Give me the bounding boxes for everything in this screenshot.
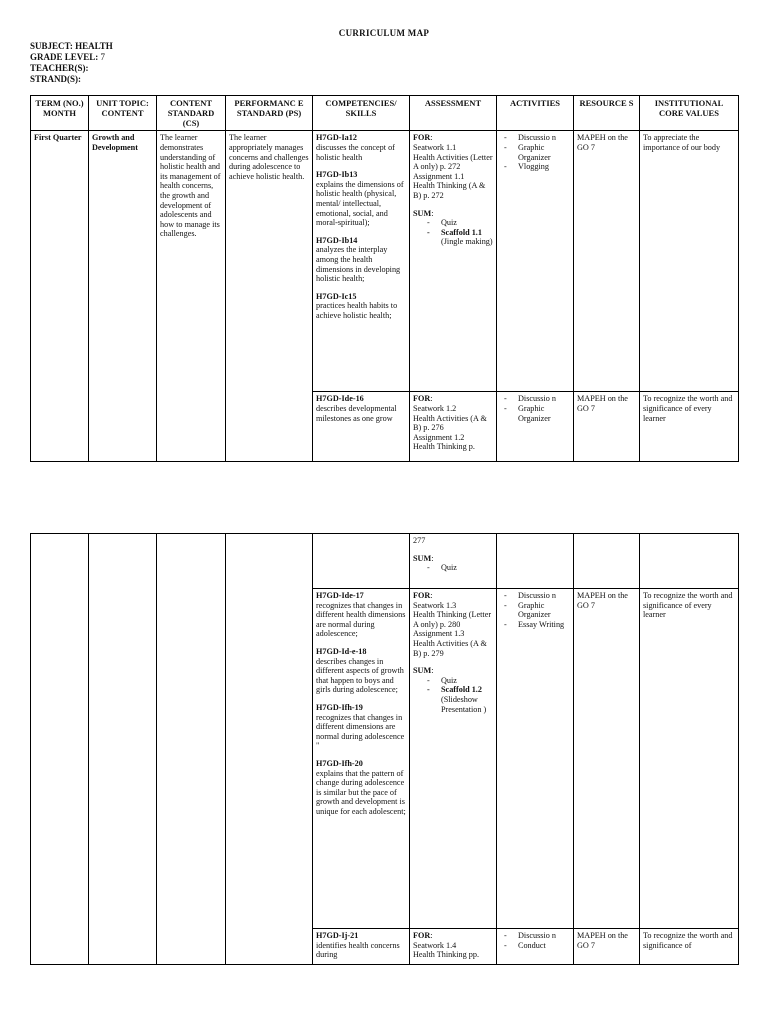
table-row <box>31 131 739 392</box>
activity-item: - Graphic Organizer <box>500 404 570 423</box>
activity-item: - Vlogging <box>500 162 570 172</box>
activities-cell <box>497 392 574 462</box>
competency-text: recognizes that changes in different dimensions are normal during adolescence " <box>316 712 405 751</box>
activity-item: - Graphic Organizer <box>500 143 570 162</box>
assessment-item: Seatwork 1.1 <box>413 142 457 152</box>
activity-item: - Graphic Organizer <box>500 601 570 620</box>
header-activities: ACTIVITIES <box>497 96 574 131</box>
header-core-values: INSTITUTIONAL CORE VALUES <box>640 96 739 131</box>
for-label: FOR <box>413 931 431 940</box>
competencies-cell <box>313 534 410 589</box>
activity-item: - Essay Writing <box>500 620 570 630</box>
competencies-cell <box>313 392 410 462</box>
sum-label: SUM <box>413 553 432 563</box>
competency-text: explains the dimensions of holistic health (physical, mental/ intellectual, emotional, social, and moral-spiritual); <box>316 179 404 228</box>
header-assessment: ASSESSMENT <box>410 96 497 131</box>
assessment-cell: FOR: Seatwork 1.3 Health Thinking (Letter A only) p. 280 Assignment 1.3 Health Activities (A & B) p. 279 SUM: - Quiz - Scaffold 1.2 (Slideshow Presentation ) <box>410 589 497 929</box>
sum-item: - Quiz <box>413 218 493 228</box>
for-label: FOR <box>413 133 431 143</box>
for-label: FOR <box>413 394 431 404</box>
strand-line: STRAND(S): <box>30 74 82 84</box>
content-standard-cell <box>157 534 226 965</box>
activity-item: - Discussio n <box>500 394 570 404</box>
assessment-cell: FOR: Seatwork 1.2 Health Activities (A & B) p. 276 Assignment 1.2 Health Thinking p. <box>410 392 497 462</box>
meta-block <box>30 41 113 85</box>
unit-cell <box>89 534 157 965</box>
assessment-cell: 277 SUM: - Quiz <box>410 534 497 589</box>
assessment-item: Seatwork 1.4 <box>413 940 457 950</box>
header-term: TERM (NO.) MONTH <box>31 96 89 131</box>
term-cell <box>31 534 89 965</box>
activity-item: - Discussio n <box>500 931 570 941</box>
assessment-item: Assignment 1.1 <box>413 171 465 181</box>
activities-cell <box>497 131 574 392</box>
assessment-item: Health Thinking (Letter A only) p. 280 <box>413 610 492 629</box>
assessment-item: 277 <box>413 536 426 545</box>
competency-text: discusses the concept of holistic health <box>316 142 395 162</box>
resources-cell: MAPEH on the GO 7 <box>574 929 640 965</box>
competency-text: describes changes in different aspects of growth that happen to boys and girls during adolescence; <box>316 656 404 695</box>
assessment-item: Health Thinking pp. <box>413 950 480 960</box>
sum-label: SUM <box>413 208 432 218</box>
competency-code: H7GD-Ifh-20 <box>316 758 363 768</box>
assessment-item: Seatwork 1.3 <box>413 600 457 610</box>
for-label: FOR <box>413 591 431 600</box>
competency-code: H7GD-Id-e-18 <box>316 646 367 656</box>
sum-item: - Quiz <box>413 563 493 573</box>
unit-cell: Growth and Development <box>89 131 157 462</box>
assessment-cell: FOR: Seatwork 1.4 Health Thinking pp. <box>410 929 497 965</box>
header-resources: RESOURCE S <box>574 96 640 131</box>
sum-label: SUM <box>413 666 432 676</box>
curriculum-table-page2 <box>30 533 739 965</box>
header-row <box>31 96 739 131</box>
competency-code: H7GD-Ia12 <box>316 133 357 143</box>
activity-item: - Conduct <box>500 941 570 951</box>
performance-standard-cell <box>226 534 313 965</box>
core-values-cell: To recognize the worth and significance of every learner <box>640 392 739 462</box>
competency-code: H7GD-Ide-16 <box>316 394 364 404</box>
competencies-cell <box>313 589 410 929</box>
competency-code: H7GD-Ide-17 <box>316 591 364 600</box>
scaffold-note: (Jingle making) <box>441 237 493 247</box>
header-cs: CONTENT STANDARD (CS) <box>157 96 226 131</box>
grade-line: GRADE LEVEL: 7 <box>30 52 106 62</box>
competency-code: H7GD-Ic15 <box>316 291 357 301</box>
subject-line: SUBJECT: HEALTH <box>30 41 113 51</box>
resources-cell: MAPEH on the GO 7 <box>574 589 640 929</box>
competency-text: recognizes that changes in different health dimensions are normal during adolescence; <box>316 600 406 639</box>
competency-code: H7GD-Ij-21 <box>316 931 359 940</box>
teacher-line: TEACHER(S): <box>30 63 89 73</box>
assessment-item: Assignment 1.2 <box>413 432 465 442</box>
document-title: CURRICULUM MAP <box>338 28 430 38</box>
activities-cell <box>497 929 574 965</box>
core-values-cell: To recognize the worth and significance of every learner <box>640 589 739 929</box>
assessment-item: Seatwork 1.2 <box>413 403 457 413</box>
activities-cell <box>497 589 574 929</box>
term-cell: First Quarter <box>31 131 89 462</box>
competency-code: H7GD-Ifh-19 <box>316 702 363 712</box>
resources-cell: MAPEH on the GO 7 <box>574 392 640 462</box>
activities-cell <box>497 534 574 589</box>
activity-item: - Discussio n <box>500 133 570 143</box>
core-values-cell <box>640 534 739 589</box>
assessment-item: Health Activities (Letter A only) p. 272 <box>413 152 493 172</box>
competency-text: describes developmental milestones as one grow <box>316 403 397 423</box>
scaffold-item: - Scaffold 1.2 <box>413 685 493 695</box>
activity-item: - Discussio n <box>500 591 570 601</box>
competencies-cell <box>313 929 410 965</box>
header-unit: UNIT TOPIC: CONTENT <box>89 96 157 131</box>
competency-text: identifies health concerns during <box>316 940 400 960</box>
resources-cell <box>574 534 640 589</box>
competency-text: practices health habits to achieve holistic health; <box>316 301 398 320</box>
sum-item: - Quiz <box>413 676 493 686</box>
competency-text: analyzes the interplay among the health dimensions in developing holistic health; <box>316 245 401 284</box>
scaffold-note: (Slideshow Presentation ) <box>441 694 487 714</box>
core-values-cell: To recognize the worth and significance of <box>640 929 739 965</box>
competency-code: H7GD-Ib14 <box>316 235 358 245</box>
assessment-item: Health Activities (A & B) p. 279 <box>413 638 487 658</box>
competency-text: explains that the pattern of change during adolescence is similar but the pace of growth and development is unique for each adolescent; <box>316 768 406 816</box>
header-competencies: COMPETENCIES/ SKILLS <box>313 96 410 131</box>
content-standard-cell: The learner demonstrates understanding of holistic health and its management of health concerns, the growth and development of adolescents and how to manage its challenges. <box>157 131 226 462</box>
core-values-cell: To appreciate the importance of our body <box>640 131 739 392</box>
assessment-cell: FOR: Seatwork 1.1 Health Activities (Letter A only) p. 272 Assignment 1.1 Health Thinking (A & B) p. 272 SUM: - Quiz - Scaffold 1.1 (Jingle making) <box>410 131 497 392</box>
scaffold-item: - Scaffold 1.1 <box>413 228 493 238</box>
curriculum-table-page1 <box>30 95 739 462</box>
header-ps: PERFORMANC E STANDARD (PS) <box>226 96 313 131</box>
assessment-item: Health Thinking (A & B) p. 272 <box>413 181 486 200</box>
resources-cell: MAPEH on the GO 7 <box>574 131 640 392</box>
assessment-item: Assignment 1.3 <box>413 629 465 639</box>
competencies-cell <box>313 131 410 392</box>
table-row <box>31 534 739 589</box>
assessment-item: Health Activities (A & B) p. 276 <box>413 413 487 433</box>
performance-standard-cell: The learner appropriately manages concerns and challenges during adolescence to achieve holistic health. <box>226 131 313 462</box>
competency-code: H7GD-Ib13 <box>316 170 358 180</box>
assessment-item: Health Thinking p. <box>413 442 475 452</box>
